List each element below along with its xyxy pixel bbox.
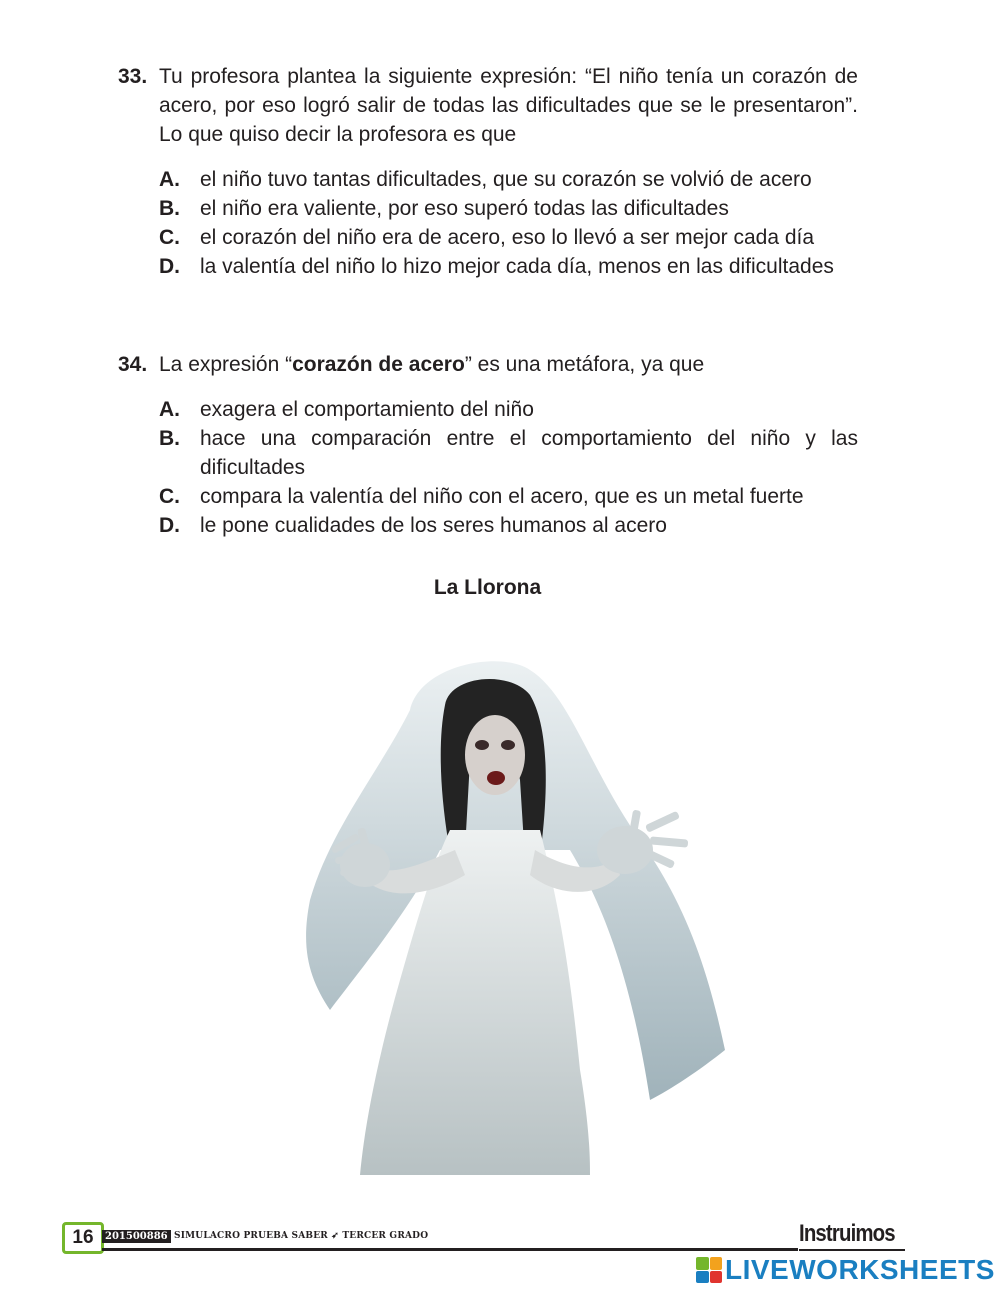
option-letter: D. [159, 255, 180, 278]
brand-underline [799, 1249, 905, 1251]
option-letter: A. [159, 168, 180, 191]
option-text: compara la valentía del niño con el acero, que es un metal fuerte [200, 485, 804, 508]
liveworksheets-watermark[interactable] [696, 1256, 995, 1284]
option-letter: A. [159, 398, 180, 421]
question-33 [118, 62, 858, 281]
liveworksheets-logo-icon [696, 1257, 722, 1283]
option-text: exagera el comportamiento del niño [200, 398, 534, 421]
options-list [118, 395, 858, 540]
question-number: 34. [118, 353, 148, 376]
document-code: 201500886 [102, 1230, 171, 1243]
footer-divider [102, 1248, 798, 1251]
watermark-text: LIVEWORKSHEETS [725, 1254, 995, 1285]
option-text: hace una comparación entre el comportamiento del niño y las dificultades [200, 427, 858, 479]
option-text: le pone cualidades de los seres humanos al acero [200, 514, 667, 537]
option-c[interactable] [118, 223, 858, 252]
eye-left [475, 740, 489, 750]
question-number: 33. [118, 65, 148, 88]
mouth [487, 771, 505, 785]
reading-title: La Llorona [433, 576, 542, 599]
option-text: el corazón del niño era de acero, eso lo llevó a ser mejor cada día [200, 226, 815, 249]
option-c[interactable] [118, 482, 858, 511]
option-text: la valentía del niño lo hizo mejor cada día, menos en las dificultades [200, 255, 834, 278]
question-text: Tu profesora plantea la siguiente expresión: “El niño tenía un corazón de acero, por eso logró salir de todas las dificultades que se le presentaron”. Lo que quiso decir la profesora es que [159, 65, 858, 146]
question-text-after: ” es una metáfora, ya que [464, 353, 705, 376]
option-a[interactable] [118, 165, 858, 194]
question-text-bold: corazón de acero [292, 353, 465, 376]
page-footer [62, 1220, 995, 1285]
option-letter: C. [159, 226, 180, 249]
option-letter: D. [159, 514, 180, 537]
option-text: el niño tuvo tantas dificultades, que su corazón se volvió de acero [200, 168, 812, 191]
question-34 [118, 350, 858, 540]
option-text: el niño era valiente, por eso superó todas las dificultades [200, 197, 729, 220]
option-d[interactable] [118, 511, 858, 540]
option-a[interactable] [118, 395, 858, 424]
series-title: SIMULACRO PRUEBA SABER ➶ TERCER GRADO [174, 1231, 429, 1241]
option-b[interactable] [118, 194, 858, 223]
ghost-woman-illustration [270, 650, 740, 1180]
eye-right [501, 740, 515, 750]
question-text-before: La expresión “ [159, 353, 293, 376]
option-letter: B. [159, 427, 180, 450]
brand-logo: Instruimos [799, 1220, 895, 1247]
question-text [159, 350, 858, 379]
page-number: 16 [62, 1222, 104, 1254]
options-list [118, 165, 858, 281]
option-letter: B. [159, 197, 180, 220]
option-d[interactable] [118, 252, 858, 281]
option-letter: C. [159, 485, 180, 508]
option-b[interactable] [118, 424, 858, 482]
